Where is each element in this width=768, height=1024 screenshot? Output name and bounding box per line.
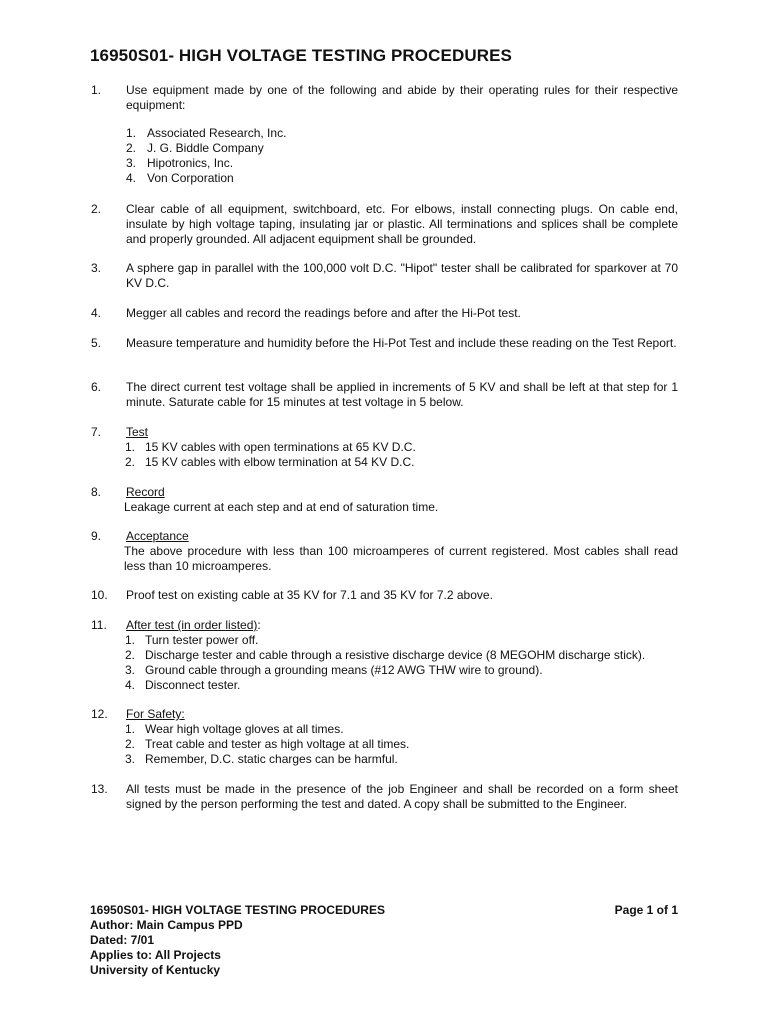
list-item-8 (91, 485, 678, 515)
item-text: Clear cable of all equipment, switchboard, etc. For elbows, install connecting plugs. On cable end, insulate by high voltage taping, insulating jar or plastic. All terminations and splices shall be complete and properly grounded. All adjacent equipment shall be grounded. (126, 202, 678, 246)
sub-text: Hipotronics, Inc. (147, 156, 234, 170)
sub-item (126, 171, 678, 186)
item-number: 12. (91, 707, 108, 721)
sub-number: 1. (125, 633, 136, 647)
item-number: 5. (91, 336, 102, 350)
sub-number: 1. (125, 722, 136, 736)
footer-applies: Applies to: All Projects (90, 948, 221, 962)
page-footer (90, 903, 678, 978)
item-number: 10. (91, 588, 108, 602)
sub-text: Treat cable and tester as high voltage at all times. (145, 737, 410, 751)
sub-text: Ground cable through a grounding means (#12 AWG THW wire to ground). (145, 663, 543, 677)
sub-number: 1. (126, 126, 137, 140)
sub-number: 2. (125, 648, 136, 662)
item-number: 1. (91, 83, 102, 97)
sub-number: 3. (126, 156, 137, 170)
sub-item (125, 440, 678, 455)
item-text: The direct current test voltage shall be applied in increments of 5 KV and shall be left at that step for 1 minute. Saturate cable for 15 minutes at test voltage in 5 below. (126, 380, 678, 409)
list-item-12 (91, 707, 678, 767)
sub-item (125, 737, 678, 752)
item-text: A sphere gap in parallel with the 100,000 volt D.C. "Hipot" tester shall be calibrated for sparkover at 70 KV D.C. (126, 261, 678, 290)
sub-number: 4. (126, 171, 137, 185)
item-text: Leakage current at each step and at end of saturation time. (124, 500, 439, 514)
sub-text: Von Corporation (147, 171, 234, 185)
sub-number: 1. (125, 440, 136, 454)
item-number: 13. (91, 782, 108, 796)
item-heading: Test (126, 425, 149, 439)
item-heading: Record (126, 485, 165, 499)
sub-item (125, 633, 678, 648)
item-heading: Acceptance (126, 529, 189, 543)
list-item-2 (91, 202, 678, 247)
item-number: 6. (91, 380, 102, 394)
sub-number: 2. (125, 737, 136, 751)
sub-item (125, 752, 678, 767)
item-text: The above procedure with less than 100 microamperes of current registered. Most cables shall read less than 10 microamperes. (124, 544, 678, 573)
sub-number: 2. (126, 141, 137, 155)
sub-text: 15 KV cables with elbow termination at 54 KV D.C. (145, 455, 415, 469)
item-text: All tests must be made in the presence of the job Engineer and shall be recorded on a form sheet signed by the person performing the test and dated. A copy shall be submitted to the Engineer. (126, 782, 678, 811)
sub-item (125, 648, 678, 663)
sub-item (126, 156, 678, 171)
sub-text: J. G. Biddle Company (147, 141, 264, 155)
sub-number: 3. (125, 663, 136, 677)
item-text: Measure temperature and humidity before the Hi-Pot Test and include these reading on the Test Report. (126, 336, 677, 350)
list-item-4 (91, 306, 678, 321)
footer-org: University of Kentucky (90, 963, 221, 977)
sub-text: Discharge tester and cable through a resistive discharge device (8 MEGOHM discharge stick). (145, 648, 646, 662)
item-text: Proof test on existing cable at 35 KV for 7.1 and 35 KV for 7.2 above. (126, 588, 493, 602)
list-item-7 (91, 425, 678, 470)
sub-item (125, 455, 678, 470)
list-item-13 (91, 782, 678, 812)
list-item-6 (91, 380, 678, 410)
footer-author: Author: Main Campus PPD (90, 918, 243, 932)
item-number: 4. (91, 306, 102, 320)
sub-text: Remember, D.C. static charges can be harmful. (145, 752, 398, 766)
list-item-9 (91, 529, 678, 574)
list-item-3 (91, 261, 678, 291)
sub-text: Associated Research, Inc. (147, 126, 287, 140)
item-heading: After test (in order listed) (126, 618, 258, 632)
sub-number: 4. (125, 678, 136, 692)
sub-item (126, 126, 678, 141)
footer-title: 16950S01- HIGH VOLTAGE TESTING PROCEDURES (90, 903, 385, 917)
sub-number: 2. (125, 455, 136, 469)
sub-item (125, 722, 678, 737)
sub-item (125, 663, 678, 678)
sub-text: Wear high voltage gloves at all times. (145, 722, 344, 736)
sub-text: Turn tester power off. (145, 633, 259, 647)
item-number: 11. (91, 618, 107, 632)
heading-suffix: : (257, 618, 261, 632)
sub-text: Disconnect tester. (145, 678, 241, 692)
item-number: 2. (91, 202, 102, 216)
item-number: 7. (91, 425, 102, 439)
footer-dated: Dated: 7/01 (90, 933, 155, 947)
item-number: 9. (91, 529, 102, 543)
item-heading: For Safety: (126, 707, 185, 721)
item-number: 8. (91, 485, 102, 499)
page-title: 16950S01- HIGH VOLTAGE TESTING PROCEDURES (90, 46, 512, 65)
sub-number: 3. (125, 752, 136, 766)
item-text: Use equipment made by one of the following and abide by their operating rules for their respective equipment: (126, 83, 678, 112)
sub-item (125, 678, 678, 693)
list-item-11 (91, 618, 678, 693)
sub-item (126, 141, 678, 156)
list-item-10 (91, 588, 678, 603)
page-number: Page 1 of 1 (614, 903, 678, 917)
list-item-1 (91, 83, 678, 186)
sub-text: 15 KV cables with open terminations at 65 KV D.C. (145, 440, 416, 454)
item-text: Megger all cables and record the readings before and after the Hi-Pot test. (126, 306, 521, 320)
item-number: 3. (91, 261, 102, 275)
list-item-5 (91, 336, 678, 351)
